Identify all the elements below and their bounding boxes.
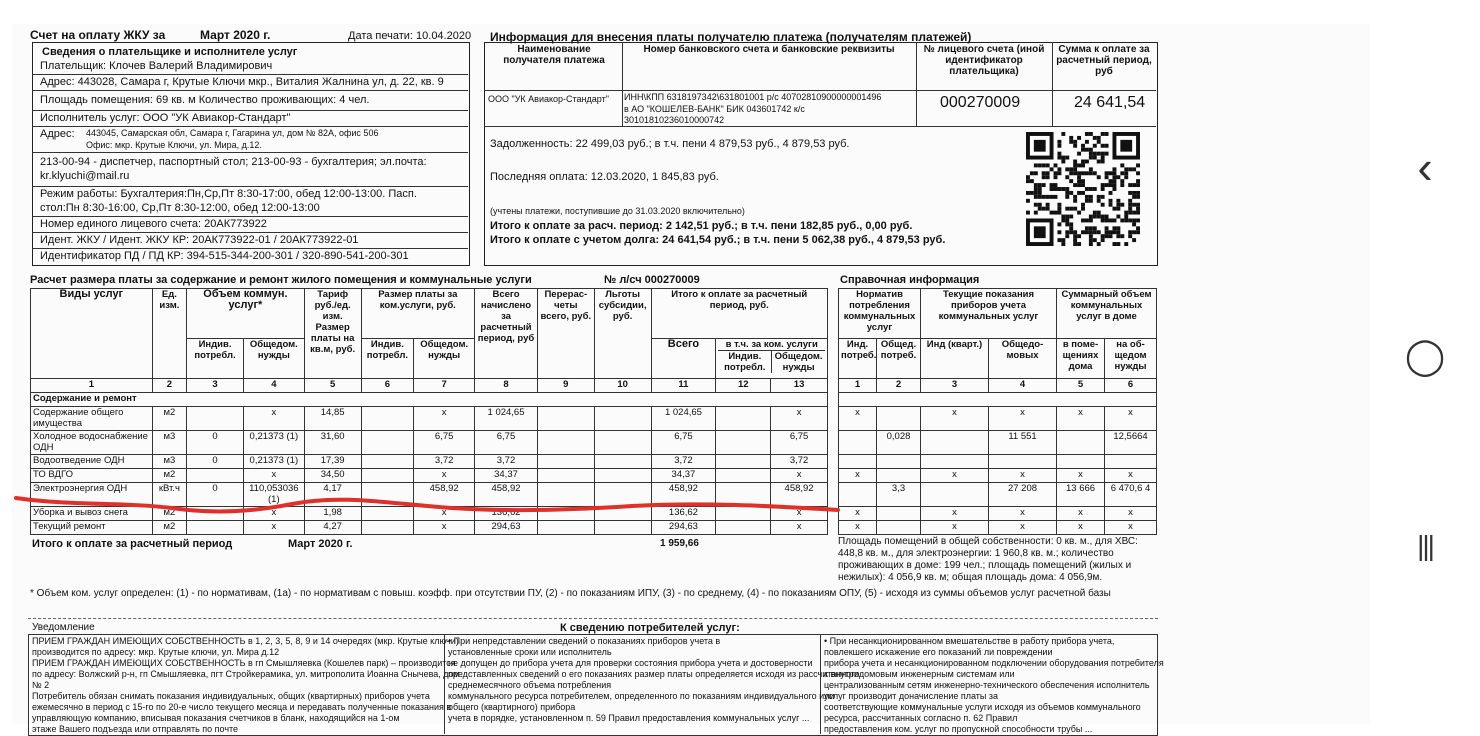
- cell-v5: 4,27: [304, 521, 361, 535]
- notice-line: соответствующие коммунальные услуги исходя из объемов коммунального: [824, 702, 1141, 712]
- cell-name: Холодное водоснабжение ОДН: [31, 431, 153, 455]
- cell-unit: м3: [152, 431, 186, 455]
- col-account-number: № лицевого счета (иной идентификатор плательщика): [923, 44, 1045, 77]
- notice-line: установленные сроки или исполнитель: [448, 647, 612, 657]
- th-norm: Норматив потребления коммунальных услуг: [839, 289, 921, 339]
- cell-v6: [361, 455, 414, 469]
- cell-v12: [716, 455, 771, 469]
- cell-v13: x: [771, 469, 828, 483]
- notice-line: не допущен до прибора учета для проверки состояния прибора учета и достоверности: [448, 658, 813, 668]
- col-number: 7: [414, 379, 475, 393]
- recipient-info-title: Информация для внесения платы получателю платежа (получателям платежей): [490, 30, 972, 44]
- th-benefits: Льготы субсидии, руб.: [594, 289, 651, 379]
- exec-address-2: Офис: мкр. Крутые Ключи, ул. Мира, д.12.: [86, 140, 262, 150]
- ref-row: [839, 521, 1157, 535]
- ref-cell-r6: x: [1105, 507, 1157, 521]
- debt-line: Задолженность: 22 499,03 руб.; в т.ч. пени 4 879,53 руб., 4 879,53 руб.: [490, 138, 850, 150]
- th-volume: Объем коммун. услуг*: [187, 289, 305, 339]
- col-number: 6: [361, 379, 414, 393]
- th-common-3: Общедом. нужды: [774, 351, 823, 373]
- cell-unit: кВт.ч: [152, 483, 186, 507]
- cell-name: Водоотведение ОДН: [31, 455, 153, 469]
- th-indiv-3: Индив. потребл.: [718, 351, 772, 373]
- cell-v3: [187, 469, 244, 483]
- bill-title: Счет на оплату ЖКУ за: [30, 28, 166, 42]
- cell-v4: 0,21373 (1): [243, 431, 304, 455]
- ref-cell-r3: [921, 455, 989, 469]
- cell-name: ТО ВДГО: [31, 469, 153, 483]
- ref-cell-r5: 13 666: [1057, 483, 1105, 507]
- notice-line: этаже Вашего подъезда или отправлять по почте: [32, 724, 239, 734]
- th-on-house: на об-щедом нужды: [1105, 339, 1157, 379]
- ref-cell-r2: [877, 507, 921, 521]
- ref-cell-r3: [921, 483, 989, 507]
- ref-cell-r4: 11 551: [989, 431, 1057, 455]
- payer-name: Плательщик: Клочев Валерий Владимирович: [40, 60, 273, 72]
- ref-cell-r4: x: [989, 521, 1057, 535]
- col-sum: Сумма к оплате за расчетный период, руб: [1056, 44, 1152, 77]
- ref-cell-r2: [877, 469, 921, 483]
- notice-line: управляющую компанию, вписывая показания счетчиков в бланк, находящийся на 1-ом: [32, 713, 400, 723]
- pd-line: Идентификатор ПД / ПД КР: 394-515-344-200-301 / 320-890-541-200-301: [40, 250, 409, 262]
- col-number: 13: [771, 379, 828, 393]
- cell-v5: 4,17: [304, 483, 361, 507]
- ref-cell-r3: x: [921, 521, 989, 535]
- back-icon[interactable]: ‹: [1417, 141, 1433, 193]
- email-link[interactable]: kr.klyuchi@mail.ru: [40, 170, 130, 182]
- ref-cell-r6: x: [1105, 407, 1157, 431]
- print-date: Дата печати: 10.04.2020: [348, 30, 472, 42]
- notice-line: к внутридомовым инженерным системам или: [824, 669, 1015, 679]
- th-payment: Размер платы за ком.услуги, руб.: [361, 289, 475, 339]
- reference-title: Справочная информация: [840, 274, 980, 286]
- cell-v10: [594, 407, 651, 431]
- table-row: [31, 431, 828, 455]
- th-indiv-1: Индив. потребл.: [187, 339, 244, 379]
- ref-col-number: 4: [989, 379, 1057, 393]
- cell-unit: м2: [152, 469, 186, 483]
- total-value: 1 959,66: [660, 538, 699, 549]
- ref-cell-r4: x: [989, 407, 1057, 431]
- ref-cell-r1: [839, 455, 877, 469]
- cell-v5: 31,60: [304, 431, 361, 455]
- cell-unit: м2: [152, 521, 186, 535]
- cell-v5: 14,85: [304, 407, 361, 431]
- cell-name: Текущий ремонт: [31, 521, 153, 535]
- cell-v11: 34,37: [651, 469, 716, 483]
- ref-row: [839, 431, 1157, 455]
- cell-v11: 294,63: [651, 521, 716, 535]
- exec-address-label: Адрес:: [40, 128, 75, 140]
- ref-cell-r5: x: [1057, 521, 1105, 535]
- cell-v13: 458,92: [771, 483, 828, 507]
- cell-v7: x: [414, 407, 475, 431]
- phones-line: 213-00-94 - диспетчер, паспортный стол; 213-00-93 - бухгалтерия; эл.почта:: [40, 156, 427, 168]
- col-number: 1: [31, 379, 153, 393]
- cell-v3: 0: [187, 483, 244, 507]
- ref-cell-r3: x: [921, 507, 989, 521]
- sum-to-pay: 24 641,54: [1074, 94, 1146, 111]
- cell-v13: x: [771, 407, 828, 431]
- cell-name: Электроэнергия ОДН: [31, 483, 153, 507]
- table-row: [31, 455, 828, 469]
- ref-cell-r5: x: [1057, 469, 1105, 483]
- th-house-meters: Общедо-мовых: [989, 339, 1057, 379]
- account-number: 000270009: [940, 94, 1021, 111]
- th-recalc: Перерас-четы всего, руб.: [537, 289, 594, 379]
- col-number: 11: [651, 379, 716, 393]
- payer-area: Площадь помещения: 69 кв. м Количество проживающих: 4 чел.: [40, 94, 370, 106]
- cell-unit: м2: [152, 407, 186, 431]
- col-number: 4: [243, 379, 304, 393]
- notice-line: ПРИЕМ ГРАЖДАН ИМЕЮЩИХ СОБСТВЕННОСТЬ в 1, 2, 3, 5, 8, 9 и 14 очередях (мкр. Крутые ключи): [32, 636, 459, 646]
- ref-cell-r3: x: [921, 407, 989, 431]
- notice-line: ПРИЕМ ГРАЖДАН ИМЕЮЩИХ СОБСТВЕННОСТЬ в гп Смышляевка (Кошелев парк) – производится: [32, 658, 456, 668]
- notice-col-3: [824, 636, 1164, 735]
- cell-v3: 0: [187, 431, 244, 455]
- payer-address: Адрес: 443028, Самара г, Крутые Ключи мкр., Виталия Жалнина ул, д. 22, кв. 9: [40, 76, 444, 88]
- ref-row: [839, 407, 1157, 431]
- notice-line: предоставления ком. услуг по пропускной способности трубы ...: [824, 724, 1093, 734]
- cell-v10: [594, 431, 651, 455]
- cell-v8: 1 024,65: [475, 407, 538, 431]
- th-ind-consump: Инд. потреб.: [839, 339, 877, 379]
- cell-v11: 3,72: [651, 455, 716, 469]
- cell-v8: 294,63: [475, 521, 538, 535]
- total-period: Итого к оплате за расч. период: 2 142,51 руб.; в т.ч. пени 182,85 руб., 0,00 руб.: [490, 220, 913, 232]
- cell-v4: 110,053036 (1): [243, 483, 304, 507]
- area-note: Площадь помещений в общей собственности: 0 кв. м., для ХВС: 448,8 кв. м., для электроэнергии: 1 960,8 кв. м.; количество проживающих в доме: 199 чел.; площадь помещений (жилых и нежилых): 4 056,9 кв. м; общая площадь дома: 4 056,9м.: [838, 536, 1138, 583]
- th-all: Всего: [651, 339, 716, 379]
- ref-cell-r2: [877, 407, 921, 431]
- cell-v5: 1,98: [304, 507, 361, 521]
- ref-cell-r5: x: [1057, 407, 1105, 431]
- cell-v11: 136,62: [651, 507, 716, 521]
- cell-v9: [537, 407, 594, 431]
- cell-v4: x: [243, 521, 304, 535]
- notice-line: коммунального ресурса потребителем, определенного по показаниям индивидуального или: [448, 691, 835, 701]
- th-indiv-2: Индив. потребл.: [361, 339, 414, 379]
- cell-v4: x: [243, 469, 304, 483]
- notice-line: учета в порядке, установленном п. 59 Правил предоставления коммунальных услуг ...: [448, 713, 810, 723]
- cell-v8: 3,72: [475, 455, 538, 469]
- total-period-label: Март 2020 г.: [288, 538, 353, 550]
- ref-cell-r1: x: [839, 407, 877, 431]
- col-number: 5: [304, 379, 361, 393]
- cell-v11: 6,75: [651, 431, 716, 455]
- cell-v7: x: [414, 521, 475, 535]
- th-services: Виды услуг: [31, 289, 153, 379]
- footnote: * Объем ком. услуг определен: (1) - по нормативам, (1а) - по нормативам с повыш. коэфф. при отсутствии ПУ, (2) - по показаниям ИПУ, (3) - по среднему, (4) - по показаниям ОПУ, (5) - исходя из суммы объемов услуг расчетной базы: [30, 588, 1111, 599]
- last-payment: Последняя оплата: 12.03.2020, 1 845,83 руб.: [490, 171, 719, 183]
- cell-v4: 0,21373 (1): [243, 455, 304, 469]
- ref-cell-r1: x: [839, 521, 877, 535]
- ref-col-number: 3: [921, 379, 989, 393]
- ref-cell-r6: 12,5664: [1105, 431, 1157, 455]
- notice-line: производится по адресу: мкр. Крутые ключи, ул. Мира д.12: [32, 647, 280, 657]
- ref-cell-r3: x: [921, 469, 989, 483]
- hours-line-2: стол:Пн 8:30-16:00, Ср,Пт 8:30-12:00, обед 12:00-13:00: [40, 202, 320, 214]
- notice-line: Потребитель обязан снимать показания индивидуальных, общих (квартирных) приборов учета: [32, 691, 430, 701]
- ref-col-number: 1: [839, 379, 877, 393]
- notice-line: по адресу: Волжский р-н, гп Смышляевка, пгт Стройкерамика, ул. митрополита Иоанна Снычева, дом: [32, 669, 460, 679]
- cell-v5: 34,50: [304, 469, 361, 483]
- cell-unit: м3: [152, 455, 186, 469]
- col-number: 9: [537, 379, 594, 393]
- th-common-1: Общедом. нужды: [243, 339, 304, 379]
- ref-cell-r3: [921, 431, 989, 455]
- cell-v8: 6,75: [475, 431, 538, 455]
- notice-line: повлекшего искажение его показаний ли повреждении: [824, 647, 1053, 657]
- cell-v12: [716, 469, 771, 483]
- home-icon[interactable]: ◯: [1404, 335, 1446, 376]
- th-incl: [716, 339, 828, 379]
- cell-v9: [537, 455, 594, 469]
- col-number: 2: [152, 379, 186, 393]
- notice-line: прибора учета и несанкционированном подключении оборудования потребителя: [824, 658, 1164, 668]
- notice-line: • При непредставлении сведений о показаниях приборов учета в: [448, 636, 721, 646]
- bank-line-2: в АО "КОШЕЛЕВ-БАНК" БИК 043601742 к/с: [624, 104, 805, 114]
- table-row: [31, 407, 828, 431]
- notice-line: ежемесячно в период с 15-го по 20-е число текущего месяца и передавать полученные показания в: [32, 702, 452, 712]
- cell-v11: 1 024,65: [651, 407, 716, 431]
- ref-group-row: [839, 393, 1157, 407]
- cell-v6: [361, 469, 414, 483]
- calc-title: Расчет размера платы за содержание и ремонт жилого помещения и коммунальные услуги: [30, 274, 532, 286]
- cell-v3: 0: [187, 455, 244, 469]
- reference-table: [838, 288, 1157, 535]
- cell-v4: x: [243, 407, 304, 431]
- cell-v8: 136,62: [475, 507, 538, 521]
- ids-line: Идент. ЖКУ / Идент. ЖКУ КР: 20АК773922-01 / 20АК773922-01: [40, 234, 359, 246]
- notice-col-1: [32, 636, 460, 735]
- cell-v10: [594, 455, 651, 469]
- ref-cell-r6: [1105, 455, 1157, 469]
- cell-v8: 458,92: [475, 483, 538, 507]
- ref-cell-r2: [877, 521, 921, 535]
- calc-account: № л/сч 000270009: [604, 274, 700, 286]
- ref-cell-r1: x: [839, 507, 877, 521]
- cell-unit: м2: [152, 507, 186, 521]
- system-nav-bar: [1370, 0, 1480, 720]
- col-number: 12: [716, 379, 771, 393]
- cell-v10: [594, 469, 651, 483]
- notice-title: К сведению потребителей услуг:: [560, 622, 740, 634]
- th-meters: Текущие показания приборов учета коммунальных услуг: [921, 289, 1057, 339]
- th-sumvol: Суммарный объем коммунальных услуг в доме: [1057, 289, 1157, 339]
- ref-row: [839, 483, 1157, 507]
- th-in-rooms: в поме-щениях дома: [1057, 339, 1105, 379]
- cell-v13: x: [771, 521, 828, 535]
- ref-cell-r5: [1057, 455, 1105, 469]
- col-recipient-name: Наименование получателя платежа: [503, 44, 605, 66]
- cell-v13: x: [771, 507, 828, 521]
- total-label: Итого к оплате за расчетный период: [32, 538, 233, 550]
- ref-cell-r6: x: [1105, 521, 1157, 535]
- col-number: 3: [187, 379, 244, 393]
- ref-col-number: 5: [1057, 379, 1105, 393]
- th-total: Всего начислено за расчетный период, руб: [475, 289, 538, 379]
- th-incl-label: в т.ч. за ком. услуги: [718, 339, 825, 351]
- ref-cell-r5: x: [1057, 507, 1105, 521]
- notice-line: представленных сведений о его показаниях размер платы определяется исходя из рассчитанного: [448, 669, 860, 679]
- ref-cell-r1: x: [839, 469, 877, 483]
- recents-icon[interactable]: |||: [1417, 530, 1433, 561]
- cell-v7: x: [414, 469, 475, 483]
- notice-col-2: [448, 636, 859, 724]
- cell-v5: 17,39: [304, 455, 361, 469]
- cell-name: Уборка и вывоз снега: [31, 507, 153, 521]
- th-com-consump: Общед. потреб.: [877, 339, 921, 379]
- cell-v11: 458,92: [651, 483, 716, 507]
- exec-address-1: 443045, Самарская обл, Самара г, Гагарина ул, дом № 82А, офис 506: [86, 128, 379, 138]
- payments-note: (учтены платежи, поступившие до 31.03.2020 включительно): [490, 206, 745, 216]
- cell-v4: x: [243, 507, 304, 521]
- ref-cell-r4: 27 208: [989, 483, 1057, 507]
- single-account: Номер единого лицевого счета: 20АК773922: [40, 218, 267, 230]
- ref-cell-r5: [1057, 431, 1105, 455]
- notice-line: услуг производит доначисление платы за: [824, 691, 999, 701]
- th-tariff: Тариф руб./ед. изм. Размер платы на кв.м, руб.: [304, 289, 361, 379]
- cell-name: Содержание общего имущества: [31, 407, 153, 431]
- ref-cell-r2: 3,3: [877, 483, 921, 507]
- ref-cell-r6: x: [1105, 469, 1157, 483]
- notice-line: общего (квартирного) прибора: [448, 702, 576, 712]
- ref-cell-r4: x: [989, 469, 1057, 483]
- cell-v6: [361, 407, 414, 431]
- bank-line-1: ИНН\КПП 6318197342\631801001 р/с 40702810900000001496: [624, 92, 882, 102]
- notice-label: Уведомление: [32, 622, 95, 633]
- ref-cell-r2: [877, 455, 921, 469]
- cell-v12: [716, 431, 771, 455]
- red-annotation-line: [12, 484, 852, 524]
- cell-v9: [537, 431, 594, 455]
- recipient-name: ООО "УК Авиакор-Стандарт": [488, 94, 609, 104]
- ref-cell-r1: [839, 431, 877, 455]
- ref-row: [839, 469, 1157, 483]
- notice-line: централизованным сетям инженерно-технического обеспечения исполнитель: [824, 680, 1150, 690]
- ref-row: [839, 455, 1157, 469]
- cell-v7: 6,75: [414, 431, 475, 455]
- cell-v7: 458,92: [414, 483, 475, 507]
- group-row: Содержание и ремонт: [31, 393, 828, 407]
- cell-v12: [716, 407, 771, 431]
- executor-name: Исполнитель услуг: ООО "УК Авиакор-Стандарт": [40, 112, 291, 124]
- ref-col-number: 6: [1105, 379, 1157, 393]
- hours-line-1: Режим работы: Бухгалтерия:Пн,Ср,Пт 8:30-17:00, обед 12:00-13:00. Пасп.: [40, 188, 417, 200]
- col-number: 10: [594, 379, 651, 393]
- notice-line: ресурса, рассчитанных согласно п. 62 Правил: [824, 713, 1018, 723]
- cell-v8: 34,37: [475, 469, 538, 483]
- qr-code-icon: [1026, 132, 1140, 246]
- ref-col-number: 2: [877, 379, 921, 393]
- th-ind-flat: Инд (кварт.): [921, 339, 989, 379]
- notice-line: • При несанкционированном вмешательстве в работу прибора учета,: [824, 636, 1115, 646]
- ref-cell-r6: 6 470,6 4: [1105, 483, 1157, 507]
- bill-period: Март 2020 г.: [200, 28, 271, 42]
- col-number: 8: [475, 379, 538, 393]
- ref-row: [839, 507, 1157, 521]
- total-with-debt: Итого к оплате с учетом долга: 24 641,54 руб.; в т.ч. пени 5 062,38 руб., 4 879,53 руб.: [490, 234, 946, 246]
- cell-v13: 6,75: [771, 431, 828, 455]
- th-topay: Итого к оплате за расчетный период, руб.: [651, 289, 828, 339]
- cell-v7: 3,72: [414, 455, 475, 469]
- ref-cell-r4: x: [989, 507, 1057, 521]
- payer-section-title: Сведения о плательщике и исполнителе услуг: [42, 46, 298, 58]
- th-common-2: Общедом. нужды: [414, 339, 475, 379]
- ref-cell-r2: 0,028: [877, 431, 921, 455]
- cell-v13: 3,72: [771, 455, 828, 469]
- notice-line: среднемесячного объема потребления: [448, 680, 612, 690]
- notice-line: № 2: [32, 680, 50, 690]
- col-bank-details: Номер банковского счета и банковские реквизиты: [643, 44, 895, 55]
- cell-v9: [537, 469, 594, 483]
- table-row: [31, 469, 828, 483]
- bank-line-3: 30101810236010000742: [624, 115, 725, 125]
- cell-v3: [187, 407, 244, 431]
- th-unit: Ед. изм.: [152, 289, 186, 379]
- cell-v6: [361, 431, 414, 455]
- cell-v7: x: [414, 507, 475, 521]
- ref-cell-r4: [989, 455, 1057, 469]
- bill-document: [12, 24, 1370, 734]
